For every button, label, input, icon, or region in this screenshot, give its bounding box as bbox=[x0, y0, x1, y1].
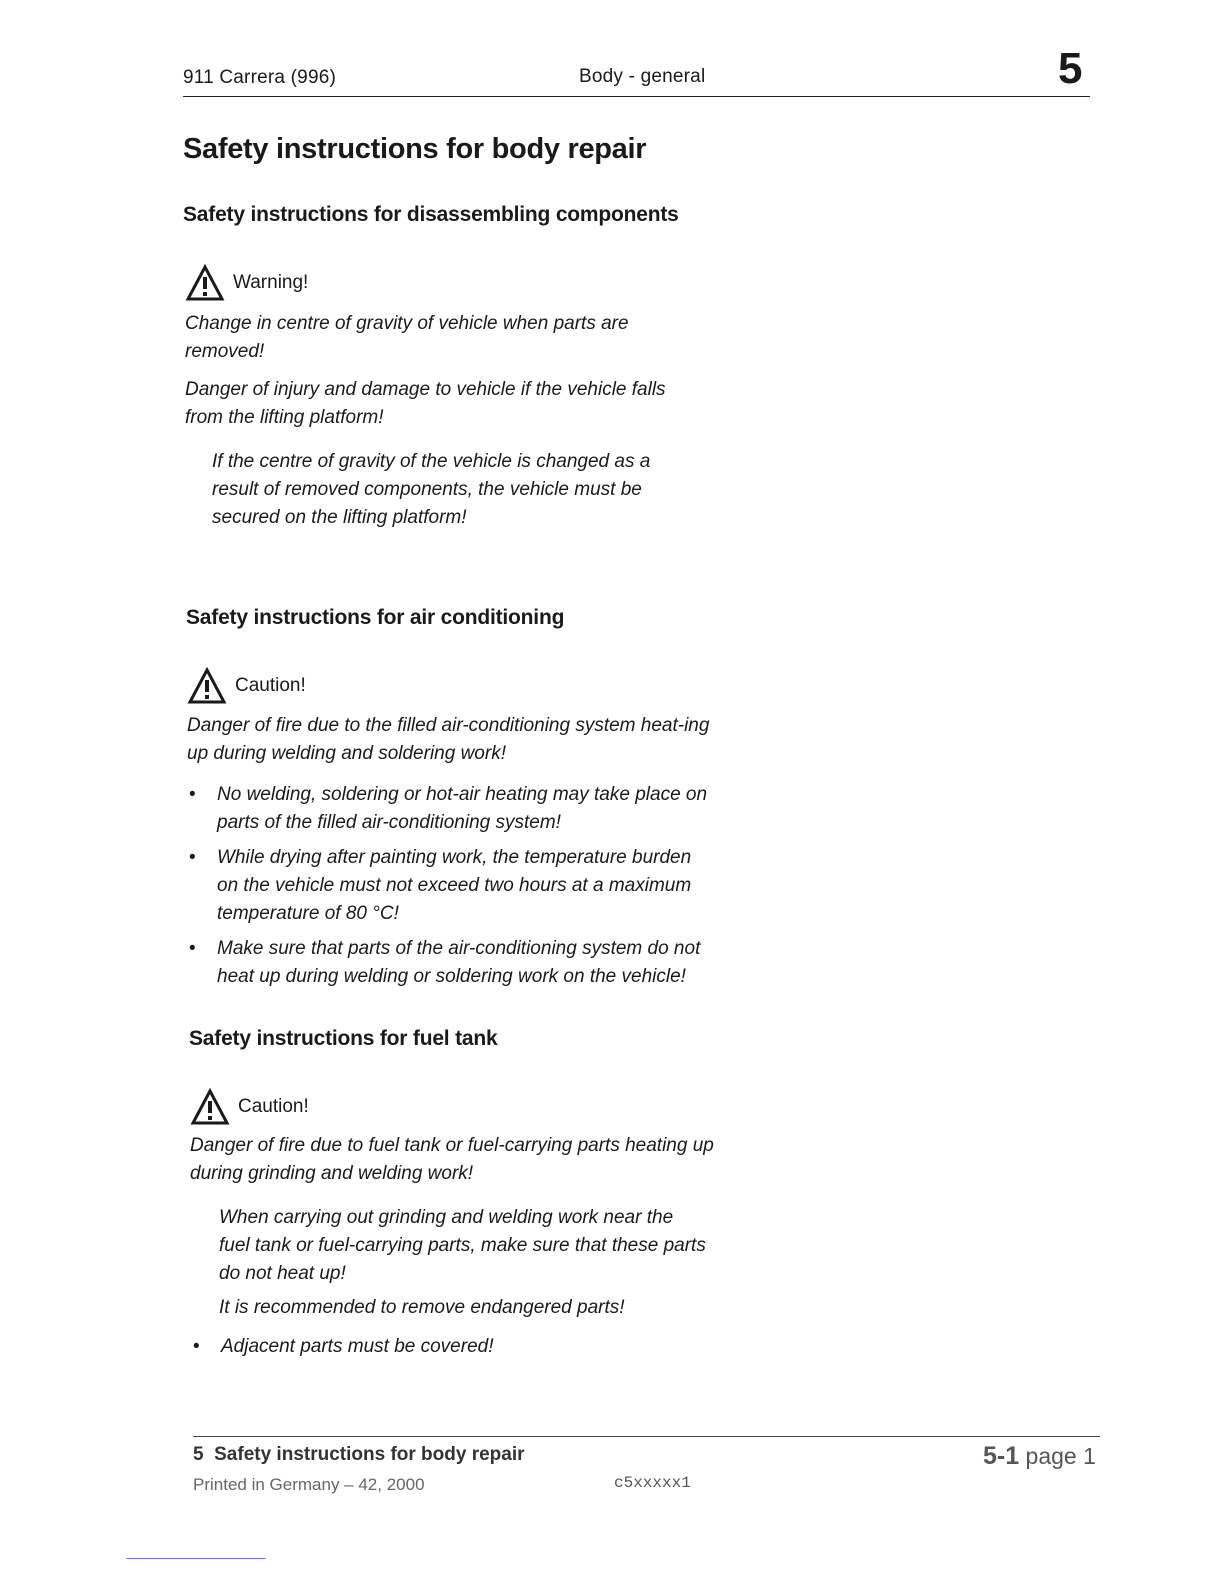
caution-notice-ac bbox=[187, 667, 306, 705]
footer-code: c5xxxxx1 bbox=[614, 1474, 691, 1492]
page-title: Safety instructions for body repair bbox=[183, 133, 647, 165]
warning-triangle-icon bbox=[185, 264, 225, 302]
bottom-divider bbox=[126, 1558, 266, 1559]
warning-paragraph-2: Danger of injury and damage to vehicle if the vehicle falls from the lifting platform! bbox=[185, 379, 666, 428]
warning-paragraph-1: Change in centre of gravity of vehicle when parts are removed! bbox=[185, 313, 629, 362]
warning-instruction: If the centre of gravity of the vehicle is changed as a result of removed components, the vehicle must be secured on the lifting platform! bbox=[212, 451, 651, 528]
list-item: • Adjacent parts must be covered! bbox=[193, 1336, 494, 1357]
section-heading-fuel-tank: Safety instructions for fuel tank bbox=[189, 1027, 498, 1050]
caution-label: Caution! bbox=[235, 675, 306, 696]
caution-notice-fuel bbox=[190, 1088, 309, 1126]
footer-printed: Printed in Germany – 42, 2000 bbox=[193, 1475, 425, 1494]
fuel-bullet-list bbox=[191, 1333, 721, 1368]
caution-paragraph-ac: Danger of fire due to the filled air-conditioning system heat-ing up during welding and soldering work! bbox=[187, 715, 710, 764]
caution-label: Caution! bbox=[238, 1096, 309, 1117]
chapter-number: 5 bbox=[1058, 44, 1083, 93]
fuel-instruction-2: It is recommended to remove endangered parts! bbox=[219, 1297, 625, 1318]
fuel-instruction-1: When carrying out grinding and welding work near the fuel tank or fuel-carrying parts, make sure that these parts do not heat up! bbox=[219, 1207, 706, 1284]
page-word: page 1 bbox=[1025, 1443, 1096, 1469]
header-rule bbox=[183, 96, 1090, 97]
warning-label: Warning! bbox=[233, 272, 309, 293]
caution-paragraph-fuel: Danger of fire due to fuel tank or fuel-carrying parts heating up during grinding and welding work! bbox=[190, 1135, 714, 1184]
header-section: Body - general bbox=[579, 66, 706, 87]
section-heading-disassembling: Safety instructions for disassembling components bbox=[183, 203, 679, 226]
footer-section-ref: 5 Safety instructions for body repair bbox=[193, 1444, 525, 1465]
list-item: • While drying after painting work, the temperature burden on the vehicle must not exceed two hours at a maximum temperature of 80 °C! bbox=[189, 847, 692, 924]
section-heading-air-conditioning: Safety instructions for air conditioning bbox=[186, 606, 565, 629]
list-item: • Make sure that parts of the air-conditioning system do not heat up during welding or soldering work on the vehicle! bbox=[189, 938, 701, 987]
footer-page bbox=[983, 1442, 1096, 1471]
page-number: 5-1 bbox=[983, 1442, 1020, 1470]
warning-triangle-icon bbox=[187, 667, 227, 705]
warning-triangle-icon bbox=[190, 1088, 230, 1126]
warning-notice bbox=[185, 264, 308, 302]
header-model: 911 Carrera (996) bbox=[183, 67, 337, 88]
list-item: • No welding, soldering or hot-air heating may take place on parts of the filled air-conditioning system! bbox=[189, 784, 708, 833]
ac-bullet-list bbox=[187, 781, 717, 998]
footer-rule bbox=[193, 1436, 1100, 1437]
